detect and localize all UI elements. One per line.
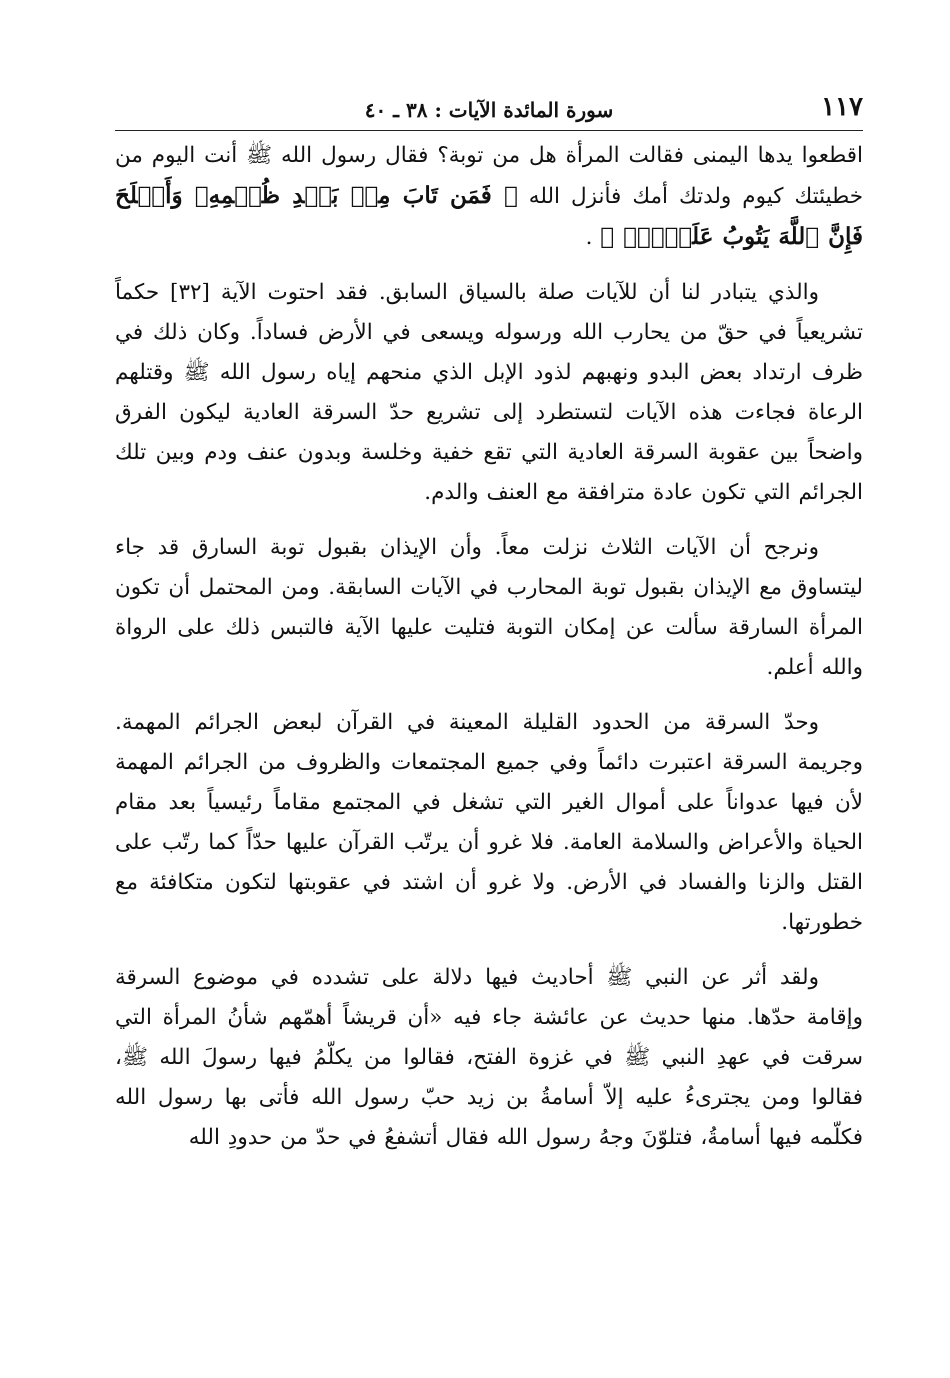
paragraph-1-text-after: . — [585, 225, 601, 250]
quran-verse: ﴿ فَمَن تَابَ مِنۢ بَعۡدِ ظُلۡمِهِۦ وَأَصۡلَحَ فَإِنَّ ٱللَّهَ يَتُوبُ عَلَيۡهِۚ ﴾ — [115, 182, 863, 250]
page-header — [115, 88, 863, 132]
paragraph-1 — [115, 136, 863, 258]
page-body — [115, 136, 863, 1158]
header-divider — [115, 130, 863, 131]
book-page — [115, 88, 863, 1173]
paragraph-5: ولقد أثر عن النبي ﷺ أحاديث فيها دلالة على تشدده في موضوع السرقة وإقامة حدّها. منها حديث عن عائشة جاء فيه «أن قريشاً أهمّهم شأنُ المرأة التي سرقت في عهدِ النبي ﷺ في غزوة الفتح، فقالوا من يكلّمُ فيها رسولَ الله ﷺ، فقالوا ومن يجترىءُ عليه إلاّ أسامةُ بن زيد حبّ رسول الله فأتى بها رسول الله فكلّمه فيها أسامةُ، فتلوّنَ وجهُ رسول الله فقال أتشفعُ في حدّ من حدودِ الله — [115, 965, 863, 1150]
page-number: ١١٧ — [821, 92, 863, 122]
paragraph-4: وحدّ السرقة من الحدود القليلة المعينة في القرآن لبعض الجرائم المهمة. وجريمة السرقة اعتبرت دائماً وفي جميع المجتمعات والظروف من الجرائم المهمة لأن فيها عدواناً على أموال الغير التي تشغل في المجتمع مقاماً رئيسياً بعد مقام الحياة والأعراض والسلامة العامة. فلا غرو أن يرتّب القرآن عليها حدّاً كما رتّب على القتل والزنا والفساد في الأرض. ولا غرو أن اشتد في عقوبتها لتكون متكافئة مع خطورتها. — [115, 710, 863, 935]
paragraph-1-text-before: اقطعوا يدها اليمنى فقالت المرأة هل من توبة؟ فقال رسول الله ﷺ أنت اليوم من خطيئتك كيوم ولدتك أمك فأنزل الله — [115, 143, 863, 209]
running-title: سورة المائدة الآيات : ٣٨ ـ ٤٠ — [364, 98, 614, 122]
paragraph-3: ونرجح أن الآيات الثلاث نزلت معاً. وأن الإيذان بقبول توبة السارق قد جاء ليتساوق مع الإيذان بقبول توبة المحارب في الآيات السابقة. ومن المحتمل أن تكون المرأة السارقة سألت عن إمكان التوبة فتليت عليها الآية فالتبس ذلك على الرواة والله أعلم. — [115, 535, 863, 680]
paragraph-2: والذي يتبادر لنا أن للآيات صلة بالسياق السابق. فقد احتوت الآية [٣٢] حكماً تشريعياً في حقّ من يحارب الله ورسوله ويسعى في الأرض فساداً. وكان ذلك في ظرف ارتداد بعض البدو ونهبهم لذود الإبل الذي منحهم إياه رسول الله ﷺ وقتلهم الرعاة فجاءت هذه الآيات لتستطرد إلى تشريع حدّ السرقة العادية ليكون الفرق واضحاً بين عقوبة السرقة العادية التي تقع خفية وخلسة وبدون عنف ودم وبين تلك الجرائم التي تكون عادة مترافقة مع العنف والدم. — [115, 280, 863, 505]
